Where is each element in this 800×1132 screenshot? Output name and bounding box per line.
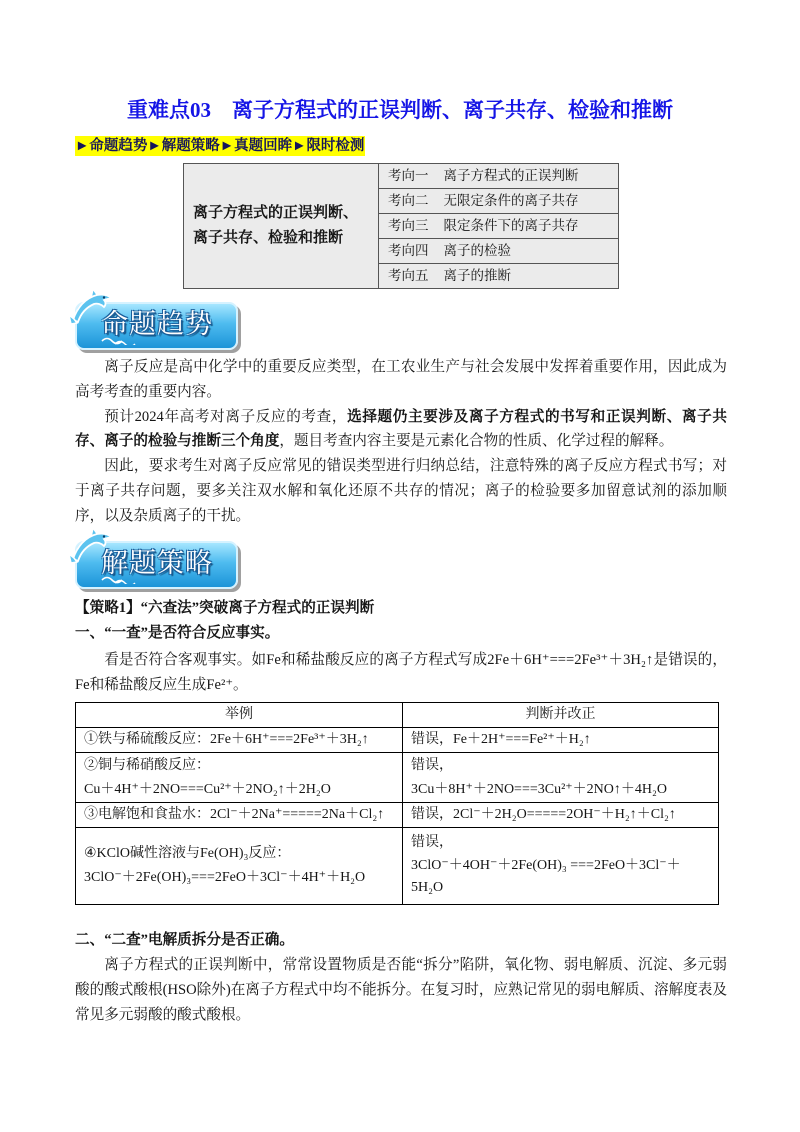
overview-topic-line: 离子共存、检验和推断	[193, 230, 344, 246]
direction-text: 无限定条件的离子共存	[443, 193, 579, 208]
correction-line: 错误，	[411, 757, 453, 773]
dolphin-icon	[67, 286, 115, 326]
correction-line: 5H₂O	[411, 880, 444, 896]
trend-paragraph-3: 因此，要求考生对离子反应常见的错误类型进行归纳总结，注意特殊的离子反应方程式书写；对于离子共存问题，要多关注双水解和氧化还原不共存的情况；离子的检验要多加留意试剂的添加顺序，以及杂质离子的干扰。	[75, 458, 727, 524]
correction-cell	[403, 753, 719, 803]
example-line: ②铜与稀硝酸反应：	[84, 757, 210, 773]
correction-line: 3ClO⁻＋4OH⁻＋2Fe(OH)₃ ===2FeO＋3Cl⁻＋	[411, 857, 681, 873]
nav-arrow-icon: ►	[292, 138, 307, 154]
nav-arrow-icon: ►	[75, 138, 90, 154]
direction-label: 考向二	[388, 193, 429, 208]
example-line: 3ClO⁻＋2Fe(OH)₃===2FeO＋3Cl⁻＋4H⁺＋H₂O	[84, 870, 366, 885]
direction-label: 考向一	[388, 168, 429, 183]
correction-cell	[403, 803, 719, 828]
overview-topic-cell	[184, 164, 379, 289]
example-line: ④KClO碱性溶液与Fe(OH)₃反应：	[84, 846, 291, 861]
check2-text	[75, 953, 727, 1027]
example-cell	[76, 828, 403, 905]
example-cell	[76, 728, 403, 753]
examples-table	[75, 702, 719, 905]
banner-title: 命题趋势	[101, 309, 213, 340]
example-line: ③电解饱和食盐水：2Cl⁻＋2Na⁺=====2Na＋Cl₂↑	[84, 807, 385, 822]
direction-text: 离子的推断	[443, 268, 511, 283]
section-nav	[75, 136, 365, 156]
direction-cell-4	[379, 239, 619, 264]
correction-cell	[403, 728, 719, 753]
check2-heading: 二、“二查”电解质拆分是否正确。	[75, 932, 294, 948]
example-line: Cu＋4H⁺＋2NO===Cu²⁺＋2NO₂↑＋2H₂O	[84, 781, 331, 797]
table-row	[76, 753, 719, 803]
correction-cell	[403, 828, 719, 905]
direction-cell-3	[379, 214, 619, 239]
dolphin-icon	[67, 525, 115, 565]
trend-banner	[75, 302, 238, 350]
check1-text	[75, 648, 727, 698]
direction-text: 限定条件下的离子共存	[443, 218, 579, 233]
page-title: 重难点03 离子方程式的正误判断、离子共存、检验和推断	[127, 98, 673, 122]
direction-label: 考向五	[388, 268, 429, 283]
check1-paragraph: 看是否符合客观事实。如Fe和稀盐酸反应的离子方程式写成2Fe＋6H⁺===2Fe³⁺＋3H₂↑是错误的，Fe和稀盐酸反应生成Fe²⁺。	[75, 652, 727, 693]
direction-text: 离子的检验	[443, 243, 511, 258]
example-cell	[76, 753, 403, 803]
correction-line: 错误，2Cl⁻＋2H₂O=====2OH⁻＋H₂↑＋Cl₂↑	[411, 807, 676, 822]
nav-item-test[interactable]: 限时检测	[306, 138, 365, 154]
overview-topic-line: 离子方程式的正误判断、	[193, 205, 359, 221]
banner-title: 解题策略	[101, 548, 213, 579]
examples-header-row	[76, 703, 719, 728]
check1-heading: 一、“一查”是否符合反应事实。	[75, 625, 280, 641]
examples-header-correction: 判断并改正	[403, 703, 719, 728]
trend-p2-emphasis: 选择题仍主要涉及离子方程式的书写和正误判断、离子共存、离子的检验与推断三个角度	[75, 408, 727, 450]
trend-p2-before: 预计2024年高考对离子反应的考查，	[104, 408, 348, 425]
nav-item-strategy[interactable]: 解题策略	[161, 138, 220, 154]
correction-line: 错误，Fe＋2H⁺===Fe²⁺＋H₂↑	[411, 732, 591, 747]
overview-row	[184, 164, 619, 189]
table-row	[76, 728, 719, 753]
strategy-title: 【策略1】“六查法”突破离子方程式的正误判断	[75, 600, 375, 616]
example-line: ①铁与稀硫酸反应：2Fe＋6H⁺===2Fe³⁺＋3H₂↑	[84, 732, 369, 747]
nav-arrow-icon: ►	[219, 138, 235, 154]
correction-line: 错误，	[411, 835, 453, 851]
direction-label: 考向四	[388, 243, 429, 258]
overview-table	[183, 163, 619, 289]
nav-item-trend[interactable]: 命题趋势	[89, 138, 148, 154]
check2-paragraph: 离子方程式的正误判断中，常常设置物质是否能“拆分”陷阱，氧化物、弱电解质、沉淀、多元弱酸的酸式酸根(HSO除外)在离子方程式中均不能拆分。在复习时，应熟记常见的弱电解质、溶解度表及常见多元弱酸的酸式酸根。	[75, 957, 727, 1023]
nav-item-review[interactable]: 真题回眸	[234, 138, 293, 154]
table-row	[76, 803, 719, 828]
direction-label: 考向三	[388, 218, 429, 233]
direction-cell-5	[379, 264, 619, 289]
trend-paragraph-2	[75, 405, 727, 455]
trend-text	[75, 355, 727, 529]
direction-cell-1	[379, 164, 619, 189]
direction-text: 离子方程式的正误判断	[443, 168, 579, 183]
table-row	[76, 828, 719, 905]
example-cell	[76, 803, 403, 828]
trend-p2-after: ，题目考查内容主要是元素化合物的性质、化学过程的解释。	[279, 433, 674, 450]
correction-line: 3Cu＋8H⁺＋2NO===3Cu²⁺＋2NO↑＋4H₂O	[411, 781, 667, 797]
examples-header-example: 举例	[76, 703, 403, 728]
strategy-banner	[75, 541, 238, 589]
direction-cell-2	[379, 189, 619, 214]
trend-paragraph-1: 离子反应是高中化学中的重要反应类型，在工农业生产与社会发展中发挥着重要作用，因此成为高考考查的重要内容。	[75, 359, 727, 400]
nav-arrow-icon: ►	[147, 138, 162, 154]
